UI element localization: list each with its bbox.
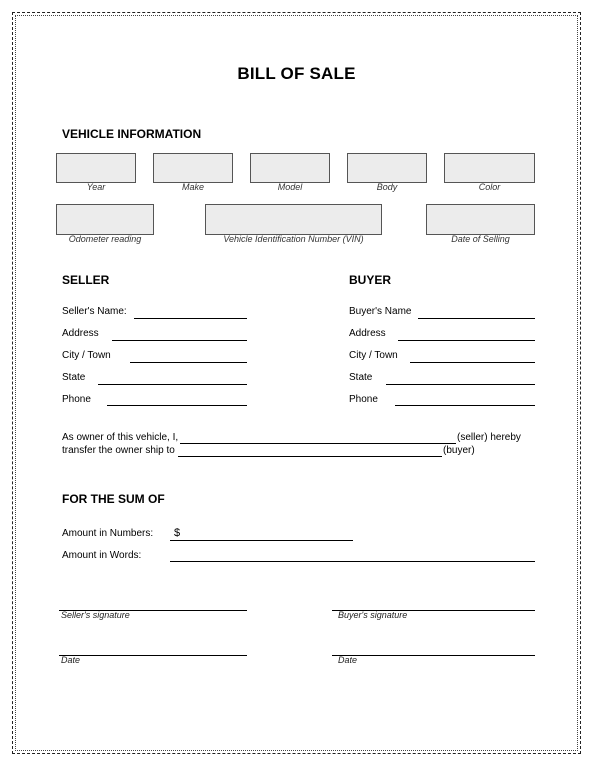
buyer-date-line[interactable] xyxy=(332,655,535,656)
statement-line1-start: As owner of this vehicle, I, xyxy=(62,432,179,443)
statement-line1-end: (seller) hereby xyxy=(457,432,521,443)
color-field[interactable] xyxy=(444,153,535,183)
model-caption: Model xyxy=(277,182,303,192)
vin-caption: Vehicle Identification Number (VIN) xyxy=(223,234,364,244)
statement-line2-end: (buyer) xyxy=(443,445,475,456)
statement-line2-start: transfer the owner ship to xyxy=(62,445,175,456)
buyer-name-label: Buyer's Name xyxy=(349,306,412,317)
body-field[interactable] xyxy=(347,153,427,183)
seller-city-line[interactable] xyxy=(130,362,247,363)
seller-date-line[interactable] xyxy=(59,655,247,656)
seller-address-line[interactable] xyxy=(112,340,247,341)
buyer-phone-line[interactable] xyxy=(395,405,535,406)
buyer-signature-caption: Buyer's signature xyxy=(338,610,408,620)
seller-phone-label: Phone xyxy=(62,394,91,405)
seller-name-blank[interactable] xyxy=(180,443,456,444)
buyer-address-label: Address xyxy=(349,328,386,339)
year-caption: Year xyxy=(86,182,106,192)
page-border xyxy=(12,12,581,754)
amount-words-label: Amount in Words: xyxy=(62,550,142,561)
color-caption: Color xyxy=(478,182,501,192)
make-caption: Make xyxy=(181,182,204,192)
date-of-selling-field[interactable] xyxy=(426,204,535,235)
buyer-state-label: State xyxy=(349,372,373,383)
buyer-address-line[interactable] xyxy=(398,340,535,341)
odometer-caption: Odometer reading xyxy=(68,234,142,244)
document-title: BILL OF SALE xyxy=(237,64,356,83)
model-field[interactable] xyxy=(250,153,330,183)
buyer-date-caption: Date xyxy=(338,655,358,665)
odometer-field[interactable] xyxy=(56,204,154,235)
buyer-name-line[interactable] xyxy=(418,318,535,319)
sum-heading: FOR THE SUM OF xyxy=(62,492,165,506)
amount-numbers-label: Amount in Numbers: xyxy=(62,528,154,539)
buyer-state-line[interactable] xyxy=(386,384,535,385)
currency-symbol: $ xyxy=(174,527,181,539)
vin-field[interactable] xyxy=(205,204,382,235)
seller-signature-caption: Seller's signature xyxy=(61,610,130,620)
year-field[interactable] xyxy=(56,153,136,183)
seller-state-label: State xyxy=(62,372,86,383)
buyer-phone-label: Phone xyxy=(349,394,378,405)
seller-state-line[interactable] xyxy=(98,384,247,385)
date-of-selling-caption: Date of Selling xyxy=(451,234,510,244)
amount-numbers-line[interactable] xyxy=(170,540,353,541)
make-field[interactable] xyxy=(153,153,233,183)
buyer-city-line[interactable] xyxy=(410,362,535,363)
vehicle-info-heading: VEHICLE INFORMATION xyxy=(62,127,202,141)
seller-date-caption: Date xyxy=(61,655,81,665)
seller-name-line[interactable] xyxy=(134,318,247,319)
seller-phone-line[interactable] xyxy=(107,405,247,406)
seller-heading: SELLER xyxy=(62,273,110,287)
seller-address-label: Address xyxy=(62,328,99,339)
body-caption: Body xyxy=(376,182,398,192)
buyer-city-label: City / Town xyxy=(349,350,398,361)
seller-city-label: City / Town xyxy=(62,350,111,361)
seller-name-label: Seller's Name: xyxy=(62,306,127,317)
amount-words-line[interactable] xyxy=(170,561,535,562)
buyer-heading: BUYER xyxy=(349,273,392,287)
buyer-name-blank[interactable] xyxy=(178,456,442,457)
